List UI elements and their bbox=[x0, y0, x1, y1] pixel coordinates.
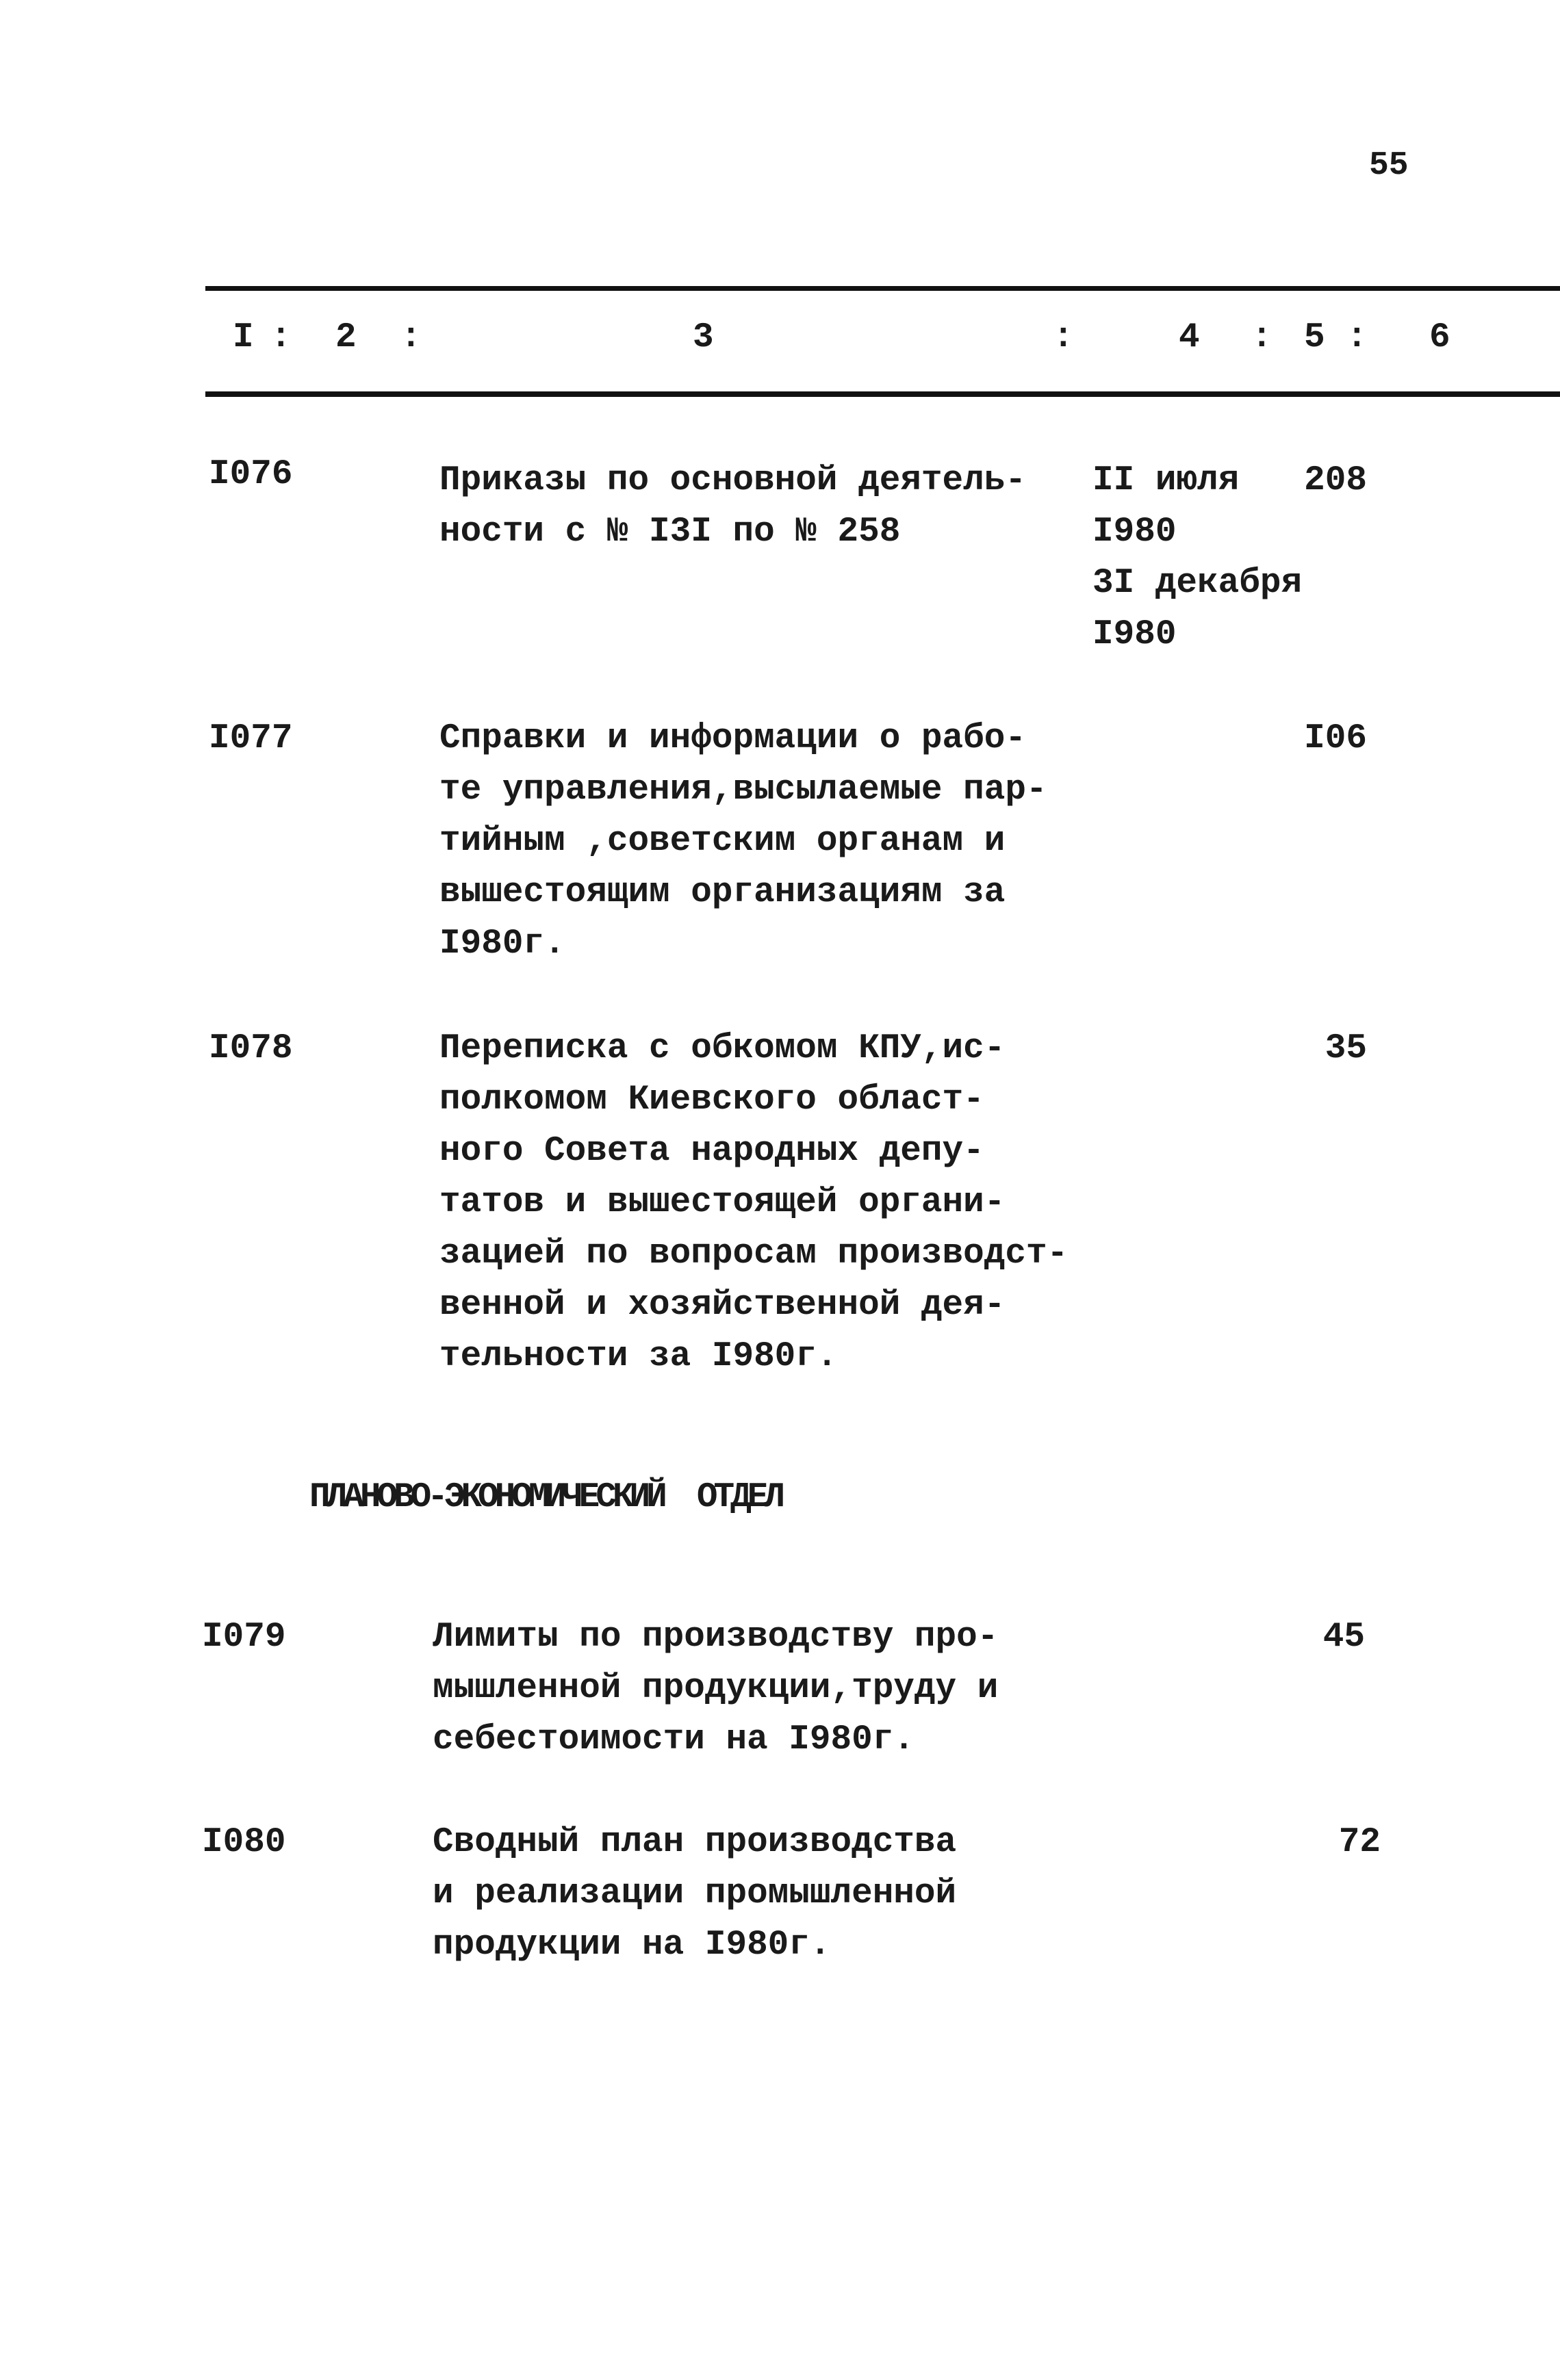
date-line: 3I декабря bbox=[1092, 564, 1303, 603]
entry-number: I076 bbox=[209, 455, 293, 494]
entry-title bbox=[433, 1817, 956, 1971]
header-col-6: 6 bbox=[1429, 318, 1450, 357]
title-line: Переписка с обкомом КПУ,ис- bbox=[439, 1029, 1006, 1068]
entry-number: I079 bbox=[202, 1618, 286, 1657]
title-line: венной и хозяйственной дея- bbox=[439, 1286, 1006, 1325]
title-line: ного Совета народных депу- bbox=[439, 1132, 984, 1171]
section-heading: ПЛАНОВО-ЭКОНОМИЧЕСКИЙ ОТДЕЛ bbox=[309, 1478, 781, 1517]
sheet-count: 45 bbox=[1322, 1618, 1365, 1657]
sheet-count: I06 bbox=[1304, 719, 1367, 758]
table-header-rule bbox=[205, 391, 1560, 397]
header-col-1: I bbox=[233, 318, 254, 357]
title-line: вышестоящим организациям за bbox=[439, 873, 1006, 912]
title-line: тийным ,советским органам и bbox=[439, 822, 1006, 861]
entry-dates bbox=[1092, 455, 1302, 660]
title-line: Лимиты по производству про- bbox=[433, 1618, 999, 1657]
entry-title bbox=[439, 1023, 1068, 1382]
header-col-4: 4 bbox=[1179, 318, 1200, 357]
header-sep: : bbox=[400, 318, 422, 357]
title-line: Справки и информации о рабо- bbox=[439, 719, 1026, 758]
sheet-count: 208 bbox=[1304, 461, 1367, 500]
header-sep: : bbox=[1053, 318, 1074, 357]
date-line: I980 bbox=[1092, 513, 1177, 552]
sheet-count: 72 bbox=[1338, 1823, 1381, 1862]
date-line: I980 bbox=[1092, 615, 1177, 654]
title-line: продукции на I980г. bbox=[433, 1926, 831, 1965]
title-line: мышленной продукции,труду и bbox=[433, 1669, 999, 1708]
sheet-count: 35 bbox=[1325, 1029, 1367, 1068]
title-line: полкомом Киевского област- bbox=[439, 1081, 984, 1120]
title-line: зацией по вопросам производст- bbox=[439, 1234, 1069, 1273]
header-sep: : bbox=[1346, 318, 1368, 357]
header-col-5: 5 bbox=[1304, 318, 1325, 357]
entry-number: I077 bbox=[209, 719, 293, 758]
title-line: Сводный план производства bbox=[433, 1823, 957, 1862]
entry-title bbox=[433, 1612, 998, 1765]
table-top-rule bbox=[205, 286, 1560, 291]
title-line: ности с № I3I по № 258 bbox=[439, 513, 901, 552]
entry-number: I080 bbox=[202, 1823, 286, 1862]
title-line: I980г. bbox=[439, 924, 565, 963]
title-line: себестоимости на I980г. bbox=[433, 1720, 915, 1759]
entry-number: I078 bbox=[209, 1029, 293, 1068]
header-sep: : bbox=[270, 318, 292, 357]
title-line: Приказы по основной деятель- bbox=[439, 461, 1026, 500]
header-col-3: 3 bbox=[693, 318, 714, 357]
title-line: тельности за I980г. bbox=[439, 1337, 838, 1376]
date-line: II июля bbox=[1092, 461, 1240, 500]
page-number: 55 bbox=[1369, 147, 1409, 184]
title-line: и реализации промышленной bbox=[433, 1874, 957, 1913]
entry-title bbox=[439, 455, 1026, 558]
header-sep: : bbox=[1251, 318, 1273, 357]
entry-title bbox=[439, 713, 1047, 970]
title-line: татов и вышестоящей органи- bbox=[439, 1183, 1006, 1222]
title-line: те управления,высылаемые пар- bbox=[439, 771, 1047, 810]
header-col-2: 2 bbox=[335, 318, 357, 357]
